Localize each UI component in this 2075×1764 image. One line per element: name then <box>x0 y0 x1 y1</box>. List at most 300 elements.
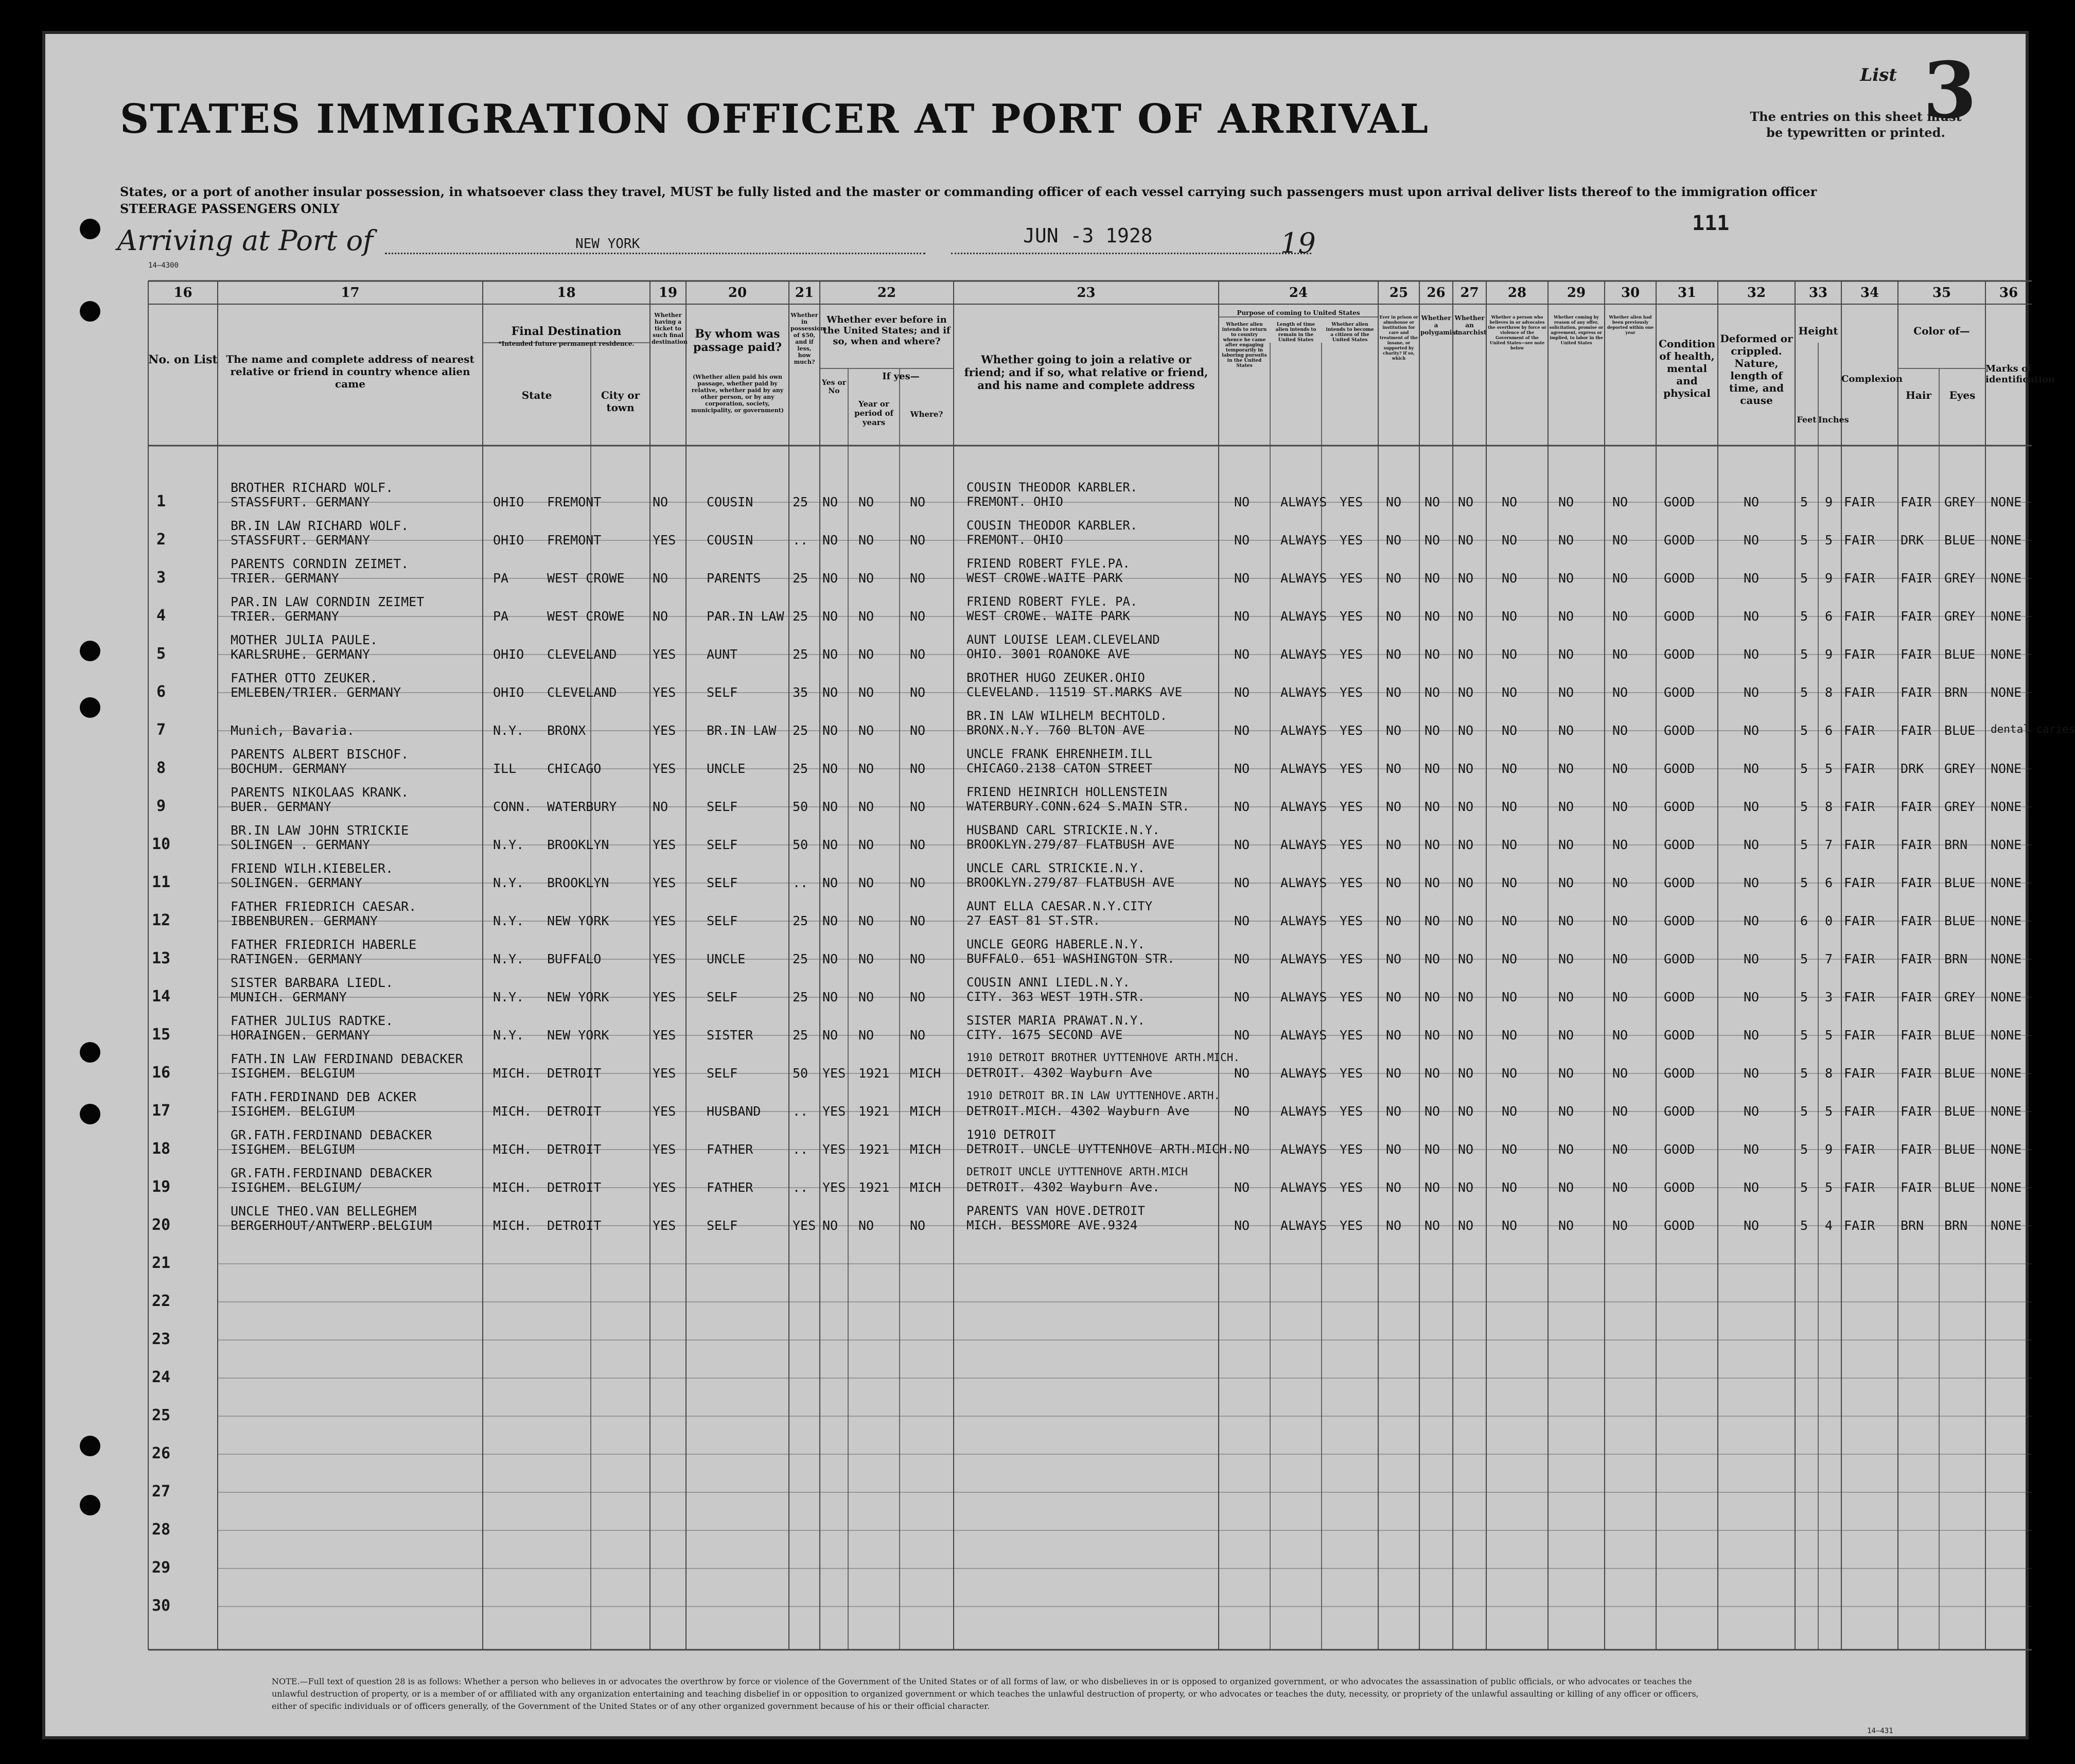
passage-paid-by: SELF <box>707 799 738 814</box>
join-relative: UNCLE GEORG HABERLE.N.Y. <box>966 937 1145 951</box>
ticket-flag: YES <box>653 685 676 700</box>
join-relative: FRIEND HEINRICH HOLLENSTEIN <box>966 785 1168 799</box>
return-flag: NO <box>1234 1066 1250 1081</box>
year-before: NO <box>858 533 874 548</box>
column-number: 23 <box>1077 285 1096 301</box>
column-number: 16 <box>173 285 192 301</box>
footer-code: 14—431 <box>1867 1727 1893 1735</box>
overthrow-flag: NO <box>1502 951 1518 966</box>
join-address: CHICAGO.2138 CATON STREET <box>966 761 1153 775</box>
height-feet: 5 <box>1800 533 1808 548</box>
eye-color: BRN <box>1944 951 1968 966</box>
destination-city: CHICAGO <box>547 761 602 776</box>
relative-name: PARENTS NIKOLAAS KRANK. <box>231 785 409 800</box>
relative-name: FATH.FERDINAND DEB ACKER <box>231 1089 417 1104</box>
passage-paid-by: UNCLE <box>707 761 746 776</box>
row-number: 15 <box>151 1026 171 1044</box>
height-inches: 5 <box>1825 761 1833 776</box>
eye-color: GREY <box>1944 609 1976 624</box>
year-before: NO <box>858 647 874 662</box>
ticket-flag: YES <box>653 761 676 776</box>
eye-color: BRN <box>1944 685 1968 700</box>
date-stamp: JUN -3 1928 <box>1023 224 1153 247</box>
eye-color: BLUE <box>1944 1066 1976 1081</box>
relative-address: BERGERHOUT/ANTWERP.BELGIUM <box>231 1218 432 1233</box>
ticket-flag: YES <box>653 1218 676 1233</box>
header-hair: Hair <box>1906 389 1931 401</box>
row-number: 8 <box>156 759 166 777</box>
labor-offer-flag: NO <box>1558 951 1574 966</box>
destination-state: PA <box>493 609 509 624</box>
eye-color: BLUE <box>1944 1180 1976 1195</box>
money-amount: .. <box>793 1142 808 1157</box>
where-before: MICH <box>910 1180 941 1195</box>
citizen-flag: YES <box>1340 647 1363 662</box>
header-state: State <box>521 389 552 401</box>
return-flag: NO <box>1234 799 1250 814</box>
deported-flag: NO <box>1612 913 1628 928</box>
prison-flag: NO <box>1386 761 1402 776</box>
ticket-flag: YES <box>653 723 676 738</box>
join-relative: COUSIN ANNI LIEDL.N.Y. <box>966 975 1130 990</box>
height-feet: 5 <box>1800 1142 1808 1157</box>
destination-city: WEST CROWE <box>547 609 625 624</box>
been-before: NO <box>822 837 838 852</box>
been-before: NO <box>822 875 838 890</box>
prison-flag: NO <box>1386 1028 1402 1043</box>
row-number: 25 <box>151 1406 171 1424</box>
overthrow-flag: NO <box>1502 837 1518 852</box>
hair-color: FAIR <box>1901 951 1932 966</box>
labor-offer-flag: NO <box>1558 1028 1574 1043</box>
year-before: NO <box>858 875 874 890</box>
polygamist-flag: NO <box>1425 685 1440 700</box>
passage-paid-by: COUSIN <box>707 495 753 509</box>
join-address: MICH. BESSMORE AVE.9324 <box>966 1218 1138 1232</box>
passage-paid-by: UNCLE <box>707 951 746 966</box>
column-number: 30 <box>1621 285 1640 301</box>
polygamist-flag: NO <box>1425 1142 1440 1157</box>
money-amount: 50 <box>793 799 808 814</box>
passage-paid-by: SISTER <box>707 1028 753 1043</box>
identification-marks: NONE <box>1991 1028 2022 1043</box>
join-address: DETROIT. UNCLE UYTTENHOVE ARTH.MICH. <box>966 1142 1235 1156</box>
destination-city: CLEVELAND <box>547 647 617 662</box>
instructions-line: States, or a port of another insular possession, in whatsoever class they travel, MUST be fully listed and the master or commanding officer of each vessel carrying such passengers must upon arrival deliver lists thereof to the immigration officer <box>120 184 1817 199</box>
health-status: GOOD <box>1664 1180 1695 1195</box>
labor-offer-flag: NO <box>1558 1066 1574 1081</box>
prison-flag: NO <box>1386 685 1402 700</box>
row-number: 17 <box>151 1102 171 1120</box>
deformed-flag: NO <box>1744 837 1760 852</box>
row-number: 28 <box>151 1521 171 1539</box>
destination-city: DETROIT <box>547 1218 602 1233</box>
deported-flag: NO <box>1612 571 1628 586</box>
eye-color: BLUE <box>1944 875 1976 890</box>
relative-name: PARENTS CORNDIN ZEIMET. <box>231 556 409 571</box>
column-number: 18 <box>557 285 576 301</box>
been-before: NO <box>822 913 838 928</box>
row-number: 14 <box>151 987 171 1006</box>
header-yes-no: Yes or No <box>821 379 847 395</box>
row-number: 9 <box>156 797 166 815</box>
deformed-flag: NO <box>1744 647 1760 662</box>
join-relative: HUSBAND CARL STRICKIE.N.Y. <box>966 823 1160 837</box>
citizen-flag: YES <box>1340 951 1363 966</box>
eye-color: BRN <box>1944 1218 1968 1233</box>
where-before: NO <box>910 913 926 928</box>
citizen-flag: YES <box>1340 571 1363 586</box>
where-before: NO <box>910 647 926 662</box>
identification-marks: dental caries <box>1991 723 2075 735</box>
deported-flag: NO <box>1612 875 1628 890</box>
join-address: DETROIT. 4302 Wayburn Ave <box>966 1066 1153 1080</box>
health-status: GOOD <box>1664 761 1695 776</box>
citizen-flag: YES <box>1340 533 1363 548</box>
destination-city: DETROIT <box>547 1066 602 1081</box>
anarchist-flag: NO <box>1458 799 1474 814</box>
year-before: NO <box>858 571 874 586</box>
join-relative: BROTHER HUGO ZEUKER.OHIO <box>966 671 1145 685</box>
height-inches: 5 <box>1825 1180 1833 1195</box>
citizen-flag: YES <box>1340 913 1363 928</box>
stay-length: ALWAYS <box>1280 799 1327 814</box>
destination-state: MICH. <box>493 1218 532 1233</box>
money-amount: .. <box>793 875 808 890</box>
passage-paid-by: SELF <box>707 1218 738 1233</box>
labor-offer-flag: NO <box>1558 571 1574 586</box>
height-inches: 8 <box>1825 799 1833 814</box>
citizen-flag: YES <box>1340 723 1363 738</box>
relative-name: UNCLE THEO.VAN BELLEGHEM <box>231 1204 417 1219</box>
year-before: NO <box>858 799 874 814</box>
labor-offer-flag: NO <box>1558 837 1574 852</box>
relative-name: FATHER JULIUS RADTKE. <box>231 1013 394 1028</box>
hair-color: FAIR <box>1901 1104 1932 1119</box>
column-number: 29 <box>1567 285 1586 301</box>
relative-address: ISIGHEM. BELGIUM <box>231 1142 355 1157</box>
been-before: NO <box>822 1218 838 1233</box>
ticket-flag: YES <box>653 875 676 890</box>
height-feet: 6 <box>1800 913 1808 928</box>
height-inches: 8 <box>1825 685 1833 700</box>
column-number: 19 <box>658 285 678 301</box>
punch-hole <box>80 1042 100 1063</box>
overthrow-flag: NO <box>1502 1218 1518 1233</box>
polygamist-flag: NO <box>1425 1066 1440 1081</box>
return-flag: NO <box>1234 913 1250 928</box>
polygamist-flag: NO <box>1425 1028 1440 1043</box>
relative-address: EMLEBEN/TRIER. GERMANY <box>231 685 401 700</box>
header-year: Year or period of years <box>854 399 893 427</box>
money-amount: 50 <box>793 837 808 852</box>
polygamist-flag: NO <box>1425 723 1440 738</box>
destination-state: N.Y. <box>493 990 524 1004</box>
prison-flag: NO <box>1386 990 1402 1004</box>
citizen-flag: YES <box>1340 1142 1363 1157</box>
complexion: FAIR <box>1844 990 1875 1004</box>
overthrow-flag: NO <box>1502 875 1518 890</box>
height-inches: 9 <box>1825 647 1833 662</box>
height-inches: 5 <box>1825 1104 1833 1119</box>
typewritten-note: The entries on this sheet must be typewritten or printed. <box>1750 109 1962 140</box>
where-before: NO <box>910 685 926 700</box>
prison-flag: NO <box>1386 495 1402 509</box>
row-number: 19 <box>151 1178 171 1196</box>
header-deported: Whether alien had been previously deported within one year <box>1607 314 1654 335</box>
deformed-flag: NO <box>1744 1218 1760 1233</box>
relative-address: SOLINGEN. GERMANY <box>231 875 362 890</box>
header-health: Condition of health, mental and physical <box>1658 338 1716 399</box>
anarchist-flag: NO <box>1458 1028 1474 1043</box>
passage-paid-by: FATHER <box>707 1142 753 1157</box>
citizen-flag: YES <box>1340 990 1363 1004</box>
eye-color: GREY <box>1944 571 1976 586</box>
destination-state: OHIO <box>493 685 524 700</box>
destination-city: BRONX <box>547 723 586 738</box>
ticket-flag: NO <box>653 571 669 586</box>
health-status: GOOD <box>1664 837 1695 852</box>
relative-name: PARENTS ALBERT BISCHOF. <box>231 747 409 762</box>
citizen-flag: YES <box>1340 761 1363 776</box>
destination-state: OHIO <box>493 495 524 509</box>
deformed-flag: NO <box>1744 723 1760 738</box>
passage-paid-by: SELF <box>707 875 738 890</box>
row-number: 24 <box>151 1368 171 1386</box>
prison-flag: NO <box>1386 799 1402 814</box>
passage-paid-by: SELF <box>707 1066 738 1081</box>
stay-length: ALWAYS <box>1280 1104 1327 1119</box>
header-final-destination: Final Destination <box>511 325 622 338</box>
anarchist-flag: NO <box>1458 837 1474 852</box>
where-before: NO <box>910 609 926 624</box>
header-deformed: Deformed or crippled. Nature, length of time, and cause <box>1720 332 1793 407</box>
destination-state: MICH. <box>493 1142 532 1157</box>
where-before: MICH <box>910 1142 941 1157</box>
destination-state: N.Y. <box>493 837 524 852</box>
destination-state: OHIO <box>493 647 524 662</box>
complexion: FAIR <box>1844 1142 1875 1157</box>
column-number: 20 <box>728 285 747 301</box>
labor-offer-flag: NO <box>1558 647 1574 662</box>
column-number: 33 <box>1808 285 1828 301</box>
return-flag: NO <box>1234 875 1250 890</box>
passage-paid-by: SELF <box>707 913 738 928</box>
column-number: 21 <box>795 285 814 301</box>
row-number: 5 <box>156 645 166 663</box>
hair-color: FAIR <box>1901 875 1932 890</box>
column-number: 34 <box>1860 285 1879 301</box>
citizen-flag: YES <box>1340 495 1363 509</box>
anarchist-flag: NO <box>1458 1104 1474 1119</box>
deformed-flag: NO <box>1744 609 1760 624</box>
header-return: Whether alien intends to return to country whence he came after engaging temporarily in laboring pursuits in the United States <box>1222 322 1267 368</box>
join-relative: 1910 DETROIT BR.IN LAW UYTTENHOVE.ARTH. <box>966 1089 1221 1102</box>
money-amount: 25 <box>793 761 808 776</box>
return-flag: NO <box>1234 647 1250 662</box>
hair-color: FAIR <box>1901 723 1932 738</box>
height-feet: 5 <box>1800 1180 1808 1195</box>
height-inches: 9 <box>1825 1142 1833 1157</box>
complexion: FAIR <box>1844 685 1875 700</box>
deported-flag: NO <box>1612 1066 1628 1081</box>
relative-name: GR.FATH.FERDINAND DEBACKER <box>231 1127 432 1142</box>
complexion: FAIR <box>1844 609 1875 624</box>
citizen-flag: YES <box>1340 837 1363 852</box>
join-relative: DETROIT UNCLE UYTTENHOVE ARTH.MICH <box>966 1166 1188 1178</box>
sheet-number: 111 <box>1692 211 1730 235</box>
port-value: NEW YORK <box>575 236 640 252</box>
destination-city: NEW YORK <box>547 913 609 928</box>
prison-flag: NO <box>1386 913 1402 928</box>
labor-offer-flag: NO <box>1558 1104 1574 1119</box>
labor-offer-flag: NO <box>1558 990 1574 1004</box>
overthrow-flag: NO <box>1502 761 1518 776</box>
labor-offer-flag: NO <box>1558 533 1574 548</box>
complexion: FAIR <box>1844 1180 1875 1195</box>
punch-hole <box>80 1436 100 1456</box>
complexion: FAIR <box>1844 799 1875 814</box>
complexion: FAIR <box>1844 951 1875 966</box>
hair-color: FAIR <box>1901 571 1932 586</box>
identification-marks: NONE <box>1991 990 2022 1004</box>
header-overthrow: Whether a person who believes in or advocates the overthrow by force or violence of the Government of the United States—see note below <box>1488 314 1546 350</box>
height-feet: 5 <box>1800 1066 1808 1081</box>
eye-color: BLUE <box>1944 533 1976 548</box>
been-before: NO <box>822 533 838 548</box>
been-before: NO <box>822 609 838 624</box>
health-status: GOOD <box>1664 799 1695 814</box>
health-status: GOOD <box>1664 1028 1695 1043</box>
deformed-flag: NO <box>1744 951 1760 966</box>
hair-color: FAIR <box>1901 685 1932 700</box>
prison-flag: NO <box>1386 1142 1402 1157</box>
header-final-destination-note: *Intended future permanent residence. <box>498 340 635 347</box>
deformed-flag: NO <box>1744 761 1760 776</box>
year-before: 1921 <box>858 1104 890 1119</box>
health-status: GOOD <box>1664 1066 1695 1081</box>
overthrow-flag: NO <box>1502 609 1518 624</box>
height-feet: 5 <box>1800 837 1808 852</box>
ticket-flag: YES <box>653 647 676 662</box>
health-status: GOOD <box>1664 495 1695 509</box>
join-address: DETROIT.MICH. 4302 Wayburn Ave <box>966 1104 1190 1118</box>
header-polygamist: Whether a polygamist <box>1420 314 1458 336</box>
relative-address: HORAINGEN. GERMANY <box>231 1028 370 1043</box>
deported-flag: NO <box>1612 1142 1628 1157</box>
prison-flag: NO <box>1386 1104 1402 1119</box>
anarchist-flag: NO <box>1458 609 1474 624</box>
column-number: 35 <box>1932 285 1951 301</box>
destination-state: N.Y. <box>493 1028 524 1043</box>
passage-paid-by: FATHER <box>707 1180 753 1195</box>
where-before: NO <box>910 533 926 548</box>
stay-length: ALWAYS <box>1280 723 1327 738</box>
deformed-flag: NO <box>1744 799 1760 814</box>
money-amount: 25 <box>793 913 808 928</box>
destination-city: DETROIT <box>547 1142 602 1157</box>
prison-flag: NO <box>1386 533 1402 548</box>
return-flag: NO <box>1234 571 1250 586</box>
money-amount: 25 <box>793 723 808 738</box>
column-number: 25 <box>1389 285 1409 301</box>
money-amount: 25 <box>793 951 808 966</box>
join-relative: SISTER MARIA PRAWAT.N.Y. <box>966 1013 1145 1028</box>
passage-paid-by: BR.IN LAW <box>707 723 777 738</box>
complexion: FAIR <box>1844 913 1875 928</box>
identification-marks: NONE <box>1991 1180 2022 1195</box>
complexion: FAIR <box>1844 647 1875 662</box>
destination-state: N.Y. <box>493 875 524 890</box>
identification-marks: NONE <box>1991 1104 2022 1119</box>
stay-length: ALWAYS <box>1280 571 1327 586</box>
ticket-flag: YES <box>653 837 676 852</box>
money-amount: 25 <box>793 609 808 624</box>
destination-city: BUFFALO <box>547 951 602 966</box>
overthrow-flag: NO <box>1502 990 1518 1004</box>
complexion: FAIR <box>1844 723 1875 738</box>
identification-marks: NONE <box>1991 571 2022 586</box>
destination-state: OHIO <box>493 533 524 548</box>
deported-flag: NO <box>1612 647 1628 662</box>
row-number: 1 <box>156 492 166 510</box>
been-before: NO <box>822 761 838 776</box>
health-status: GOOD <box>1664 1104 1695 1119</box>
identification-marks: NONE <box>1991 951 2022 966</box>
been-before: NO <box>822 685 838 700</box>
identification-marks: NONE <box>1991 799 2022 814</box>
header-passage-note: (Whether alien paid his own passage, whether paid by relative, whether paid by any other person, or by any corporation, society, municipality, or government) <box>691 374 784 414</box>
health-status: GOOD <box>1664 1142 1695 1157</box>
header-if-yes: If yes— <box>882 371 920 382</box>
polygamist-flag: NO <box>1425 1180 1440 1195</box>
polygamist-flag: NO <box>1425 799 1440 814</box>
join-address: 27 EAST 81 ST.STR. <box>966 913 1101 928</box>
deported-flag: NO <box>1612 609 1628 624</box>
relative-name: MOTHER JULIA PAULE. <box>231 632 378 647</box>
passage-paid-by: PARENTS <box>707 571 761 586</box>
prison-flag: NO <box>1386 647 1402 662</box>
relative-name: PAR.IN LAW CORNDIN ZEIMET <box>231 594 425 609</box>
height-feet: 5 <box>1800 685 1808 700</box>
row-number: 30 <box>151 1597 171 1615</box>
return-flag: NO <box>1234 723 1250 738</box>
passage-paid-by: HUSBAND <box>707 1104 761 1119</box>
deported-flag: NO <box>1612 1028 1628 1043</box>
return-flag: NO <box>1234 1180 1250 1195</box>
return-flag: NO <box>1234 1218 1250 1233</box>
labor-offer-flag: NO <box>1558 609 1574 624</box>
destination-state: N.Y. <box>493 951 524 966</box>
polygamist-flag: NO <box>1425 495 1440 509</box>
where-before: MICH <box>910 1104 941 1119</box>
height-inches: 4 <box>1825 1218 1833 1233</box>
deported-flag: NO <box>1612 723 1628 738</box>
join-relative: 1910 DETROIT BROTHER UYTTENHOVE ARTH.MICH. <box>966 1051 1240 1064</box>
relative-name: FATHER FRIEDRICH CAESAR. <box>231 899 417 914</box>
deported-flag: NO <box>1612 1218 1628 1233</box>
overthrow-flag: NO <box>1502 647 1518 662</box>
header-color-of: Color of— <box>1913 325 1970 337</box>
complexion: FAIR <box>1844 495 1875 509</box>
destination-city: NEW YORK <box>547 990 609 1004</box>
eye-color: BLUE <box>1944 1142 1976 1157</box>
arriving-label: Arriving at Port of <box>117 224 374 257</box>
row-number: 11 <box>151 873 171 891</box>
destination-city: BROOKLYN <box>547 837 609 852</box>
list-label: List <box>1860 65 1897 85</box>
row-number: 16 <box>151 1064 171 1082</box>
